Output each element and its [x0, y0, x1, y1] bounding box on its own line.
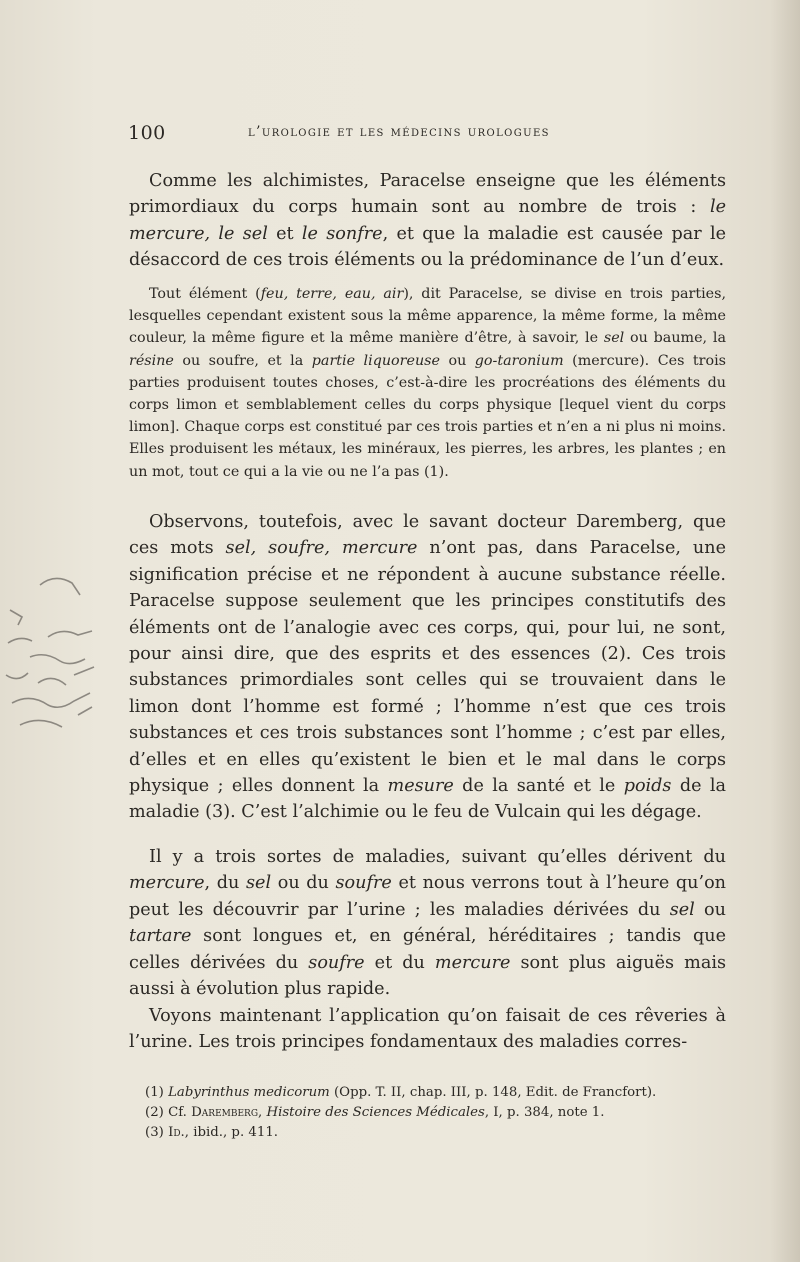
text-run: Comme les alchimistes, Paracelse enseigne que les éléments primordiaux du corps humain sont au nombre de trois : [129, 171, 726, 218]
text-run: Voyons maintenant l’application qu’on faisait de ces rêveries à l’urine. Les trois principes fondamentaux des maladies corres- [129, 1006, 726, 1053]
footnote-3 [145, 1123, 725, 1143]
italic-run: sel, soufre, mercure [225, 538, 418, 559]
text-run: , et que la maladie est causée par le désaccord de ces trois éléments ou la prédominance de l’un d’eux. [129, 223, 727, 271]
text-run: Cf. [168, 1105, 192, 1120]
library-stamp-icon [0, 565, 100, 740]
italic-run: sel [246, 873, 272, 894]
italic-run: le mercure, le sel [129, 197, 726, 244]
text-run: ), dit Paracelse, se divise en trois parties, lesquelles cependant existent sous la même apparence, la même forme, la même couleur, la même figure et la même manière d’être, à savoir, le [129, 286, 726, 347]
italic-run: Labyrinthus medicorum [168, 1085, 330, 1100]
italic-run: poids [623, 776, 672, 797]
italic-run: sel [603, 330, 625, 347]
text-run: et [267, 223, 302, 244]
paragraph-4 [129, 1003, 726, 1056]
italic-run: tartare [129, 926, 192, 947]
text-run: et du [364, 952, 435, 973]
italic-run: soufre [308, 952, 365, 973]
text-run: ou soufre, et la [173, 352, 312, 369]
text-run: n’ont pas, dans Paracelse, une signification précise et ne répondent à aucune substance réelle. Paracelse suppose seulement que les principes constitutifs des éléments ont de l’analogie avec ces corps, qui, pour lui, ne sont, pour ainsi dire, que des esprits et des essences (2). Ces trois substances primordiales sont celles qui se trouvaient dans le limon dont l’homme est formé ; l’homme n’est que ces trois substances et ces trois substances sont l’homme ; c’est par elles, d’elles et en elles qu’existent le bien et le mal dans le corps physique ; elles donnent la [129, 538, 726, 797]
quote-paragraph [129, 283, 726, 483]
text-run: ou baume, la [624, 330, 726, 347]
text-run: ou du [271, 873, 336, 894]
text-run: (mercure). Ces trois parties produisent toutes choses, c’est-à-dire les procréations des éléments du corps limon et semblablement celles du corps physique [lequel vient du corps limon]. Chaque corps est constitué par ces trois parties et n’en a ni plus ni moins. Elles produisent les métaux, les minéraux, les pierres, les arbres, les plantes ; en un mot, tout ce qui a la vie ou ne l’a pas (1). [129, 352, 727, 480]
smallcaps-run: Daremberg [191, 1105, 259, 1120]
italic-run: mercure [129, 873, 205, 894]
text-run: de la santé et le [453, 776, 624, 797]
running-title: l’urologie et les médecins urologues [248, 124, 550, 140]
text-run: (Opp. T. II, chap. III, p. 148, Edit. de Francfort). [329, 1085, 657, 1100]
italic-run: go-taronium [474, 352, 564, 369]
footnote-number: (1) [145, 1085, 169, 1100]
italic-run: Histoire des Sciences Médicales [266, 1105, 485, 1120]
text-run: Il y a trois sortes de maladies, suivant qu’elles dérivent du [149, 847, 726, 867]
italic-run: le sonfre [301, 223, 383, 244]
text-run: ou [694, 899, 726, 920]
paragraph-2 [129, 509, 726, 826]
footnote-2 [145, 1103, 725, 1123]
footnotes [145, 1083, 725, 1143]
text-run: , [258, 1105, 267, 1120]
italic-run: sel [669, 899, 695, 920]
text-run: , ibid., p. 411. [184, 1125, 278, 1140]
text-run: Tout élément ( [149, 286, 261, 302]
paragraph-3 [129, 844, 726, 1002]
text-run: de la maladie (3). C’est l’alchimie ou le feu de Vulcain qui les dégage. [129, 776, 726, 823]
footnote-1 [145, 1083, 725, 1103]
text-run: sont plus aiguës mais aussi à évolution plus rapide. [129, 952, 726, 1000]
italic-run: feu, terre, eau, air [260, 286, 404, 302]
paragraph-1 [129, 168, 726, 274]
text-run: , I, p. 384, note 1. [484, 1105, 605, 1120]
text-run: sont longues et, en général, héréditaires ; tandis que celles dérivées du [129, 926, 726, 973]
page-edge-shadow [770, 0, 800, 1262]
italic-run: soufre [335, 873, 392, 894]
page-number: 100 [128, 122, 166, 144]
italic-run: mercure [434, 952, 511, 973]
text-run: et nous verrons tout à l’heure qu’on peut les découvrir par l’urine ; les maladies dérivées du [129, 873, 726, 920]
text-run: ou [439, 352, 475, 369]
italic-run: partie liquoreuse [311, 352, 440, 369]
italic-run: mesure [387, 776, 454, 797]
footnote-number: (3) [145, 1125, 169, 1140]
smallcaps-run: Id. [168, 1125, 185, 1140]
text-run: Observons, toutefois, avec le savant docteur Daremberg, que ces mots [129, 512, 726, 559]
page-header [128, 122, 724, 144]
text-run: , du [204, 873, 246, 894]
footnote-number: (2) [145, 1105, 169, 1120]
italic-run: résine [129, 352, 174, 369]
